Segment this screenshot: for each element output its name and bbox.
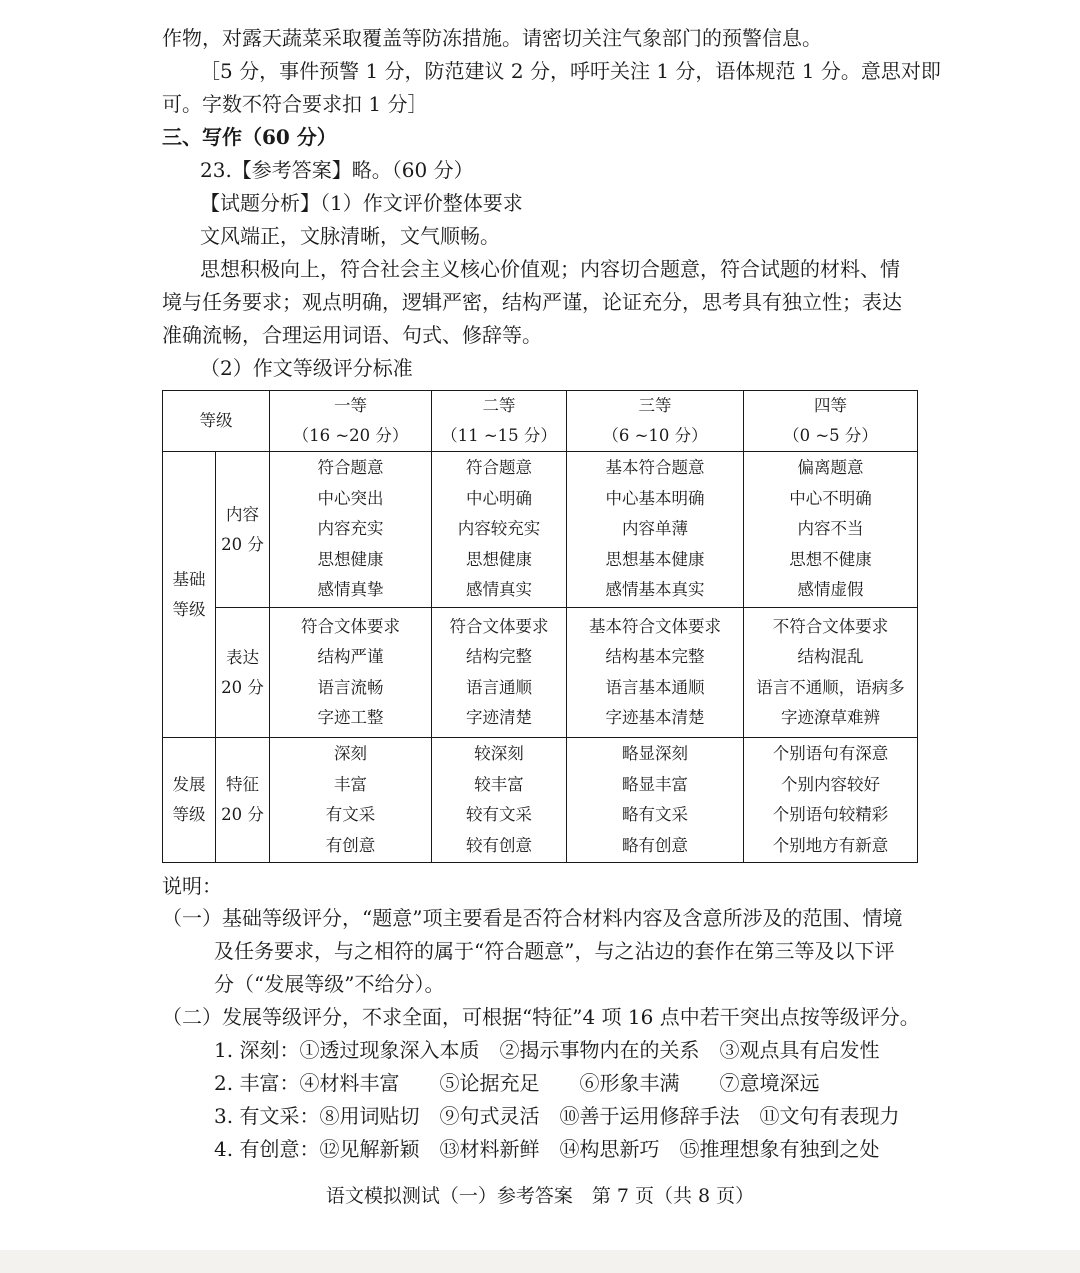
requirement-line: 文风端正，文脉清晰，文气顺畅。 — [200, 224, 500, 248]
note-line: 分（“发展等级”不给分）。 — [214, 972, 445, 996]
text-line: 可。字数不符合要求扣 1 分］ — [162, 92, 428, 116]
table-cell: 不符合文体要求 结构混乱 语言不通顺，语病多 字迹潦草难辨 — [744, 608, 918, 738]
table-cell: 符合文体要求 结构完整 语言通顺 字迹清楚 — [432, 608, 567, 738]
basic-level-label: 基础 等级 — [163, 452, 216, 738]
note-line: （一）基础等级评分，“题意”项主要看是否符合材料内容及含意所涉及的范围、情境 — [162, 906, 903, 930]
grade-header: 二等 （11 ~15 分） — [432, 391, 567, 452]
requirement-para-line: 境与任务要求；观点明确，逻辑严密，结构严谨，论证充分，思考具有独立性；表达 — [162, 290, 902, 314]
note-item: 4. 有创意：⑫见解新颖 ⑬材料新鲜 ⑭构思新巧 ⑮推理想象有独到之处 — [214, 1137, 880, 1161]
table-cell: 符合题意 中心突出 内容充实 思想健康 感情真挚 — [270, 452, 432, 608]
table-header-row — [163, 391, 918, 452]
table-cell: 偏离题意 中心不明确 内容不当 思想不健康 感情虚假 — [744, 452, 918, 608]
grade-corner-cell: 等级 — [163, 391, 270, 452]
grade-header: 一等 （16 ~20 分） — [270, 391, 432, 452]
note-line: （二）发展等级评分，不求全面，可根据“特征”4 项 16 点中若干突出点按等级评分。 — [162, 1005, 920, 1029]
grade-header: 四等 （0 ~5 分） — [744, 391, 918, 452]
table-cell: 基本符合题意 中心基本明确 内容单薄 思想基本健康 感情基本真实 — [567, 452, 744, 608]
table-cell: 略显深刻 略显丰富 略有文采 略有创意 — [567, 738, 744, 863]
note-item: 2. 丰富：④材料丰富 ⑤论据充足 ⑥形象丰满 ⑦意境深远 — [214, 1071, 820, 1095]
standard-heading: （2）作文等级评分标准 — [200, 356, 413, 380]
table-row-expression — [163, 608, 918, 738]
text-line: 作物，对露天蔬菜采取覆盖等防冻措施。请密切关注气象部门的预警信息。 — [162, 26, 822, 50]
requirement-para-line: 准确流畅，合理运用词语、句式、修辞等。 — [162, 323, 542, 347]
table-cell: 符合文体要求 结构严谨 语言流畅 字迹工整 — [270, 608, 432, 738]
table-cell: 深刻 丰富 有文采 有创意 — [270, 738, 432, 863]
features-label: 特征 20 分 — [216, 738, 270, 863]
page-edge — [0, 1250, 1080, 1273]
table-row-content — [163, 452, 918, 608]
text-line: ［5 分，事件预警 1 分，防范建议 2 分，呼吁关注 1 分，语体规范 1 分。意思对即 — [200, 59, 941, 83]
note-line: 及任务要求，与之相符的属于“符合题意”，与之沾边的套作在第三等及以下评 — [214, 939, 895, 963]
requirement-para-line: 思想积极向上，符合社会主义核心价值观；内容切合题意，符合试题的材料、情 — [200, 257, 900, 281]
table-cell: 较深刻 较丰富 较有文采 较有创意 — [432, 738, 567, 863]
note-item: 3. 有文采：⑧用词贴切 ⑨句式灵活 ⑩善于运用修辞手法 ⑪文句有表现力 — [214, 1104, 900, 1128]
page-footer: 语文模拟测试（一）参考答案 第 7 页（共 8 页） — [325, 1185, 755, 1207]
grade-header: 三等 （6 ~10 分） — [567, 391, 744, 452]
grading-table — [162, 390, 918, 863]
answer-line: 23.【参考答案】略。（60 分） — [200, 158, 474, 182]
table-cell: 符合题意 中心明确 内容较充实 思想健康 感情真实 — [432, 452, 567, 608]
development-level-label: 发展 等级 — [163, 738, 216, 863]
table-row-features — [163, 738, 918, 863]
notes-heading: 说明： — [162, 874, 222, 898]
content-label: 内容 20 分 — [216, 452, 270, 608]
expression-label: 表达 20 分 — [216, 608, 270, 738]
table-cell: 个别语句有深意 个别内容较好 个别语句较精彩 个别地方有新意 — [744, 738, 918, 863]
note-item: 1. 深刻：①透过现象深入本质 ②揭示事物内在的关系 ③观点具有启发性 — [214, 1038, 880, 1062]
section-heading: 三、写作（60 分） — [162, 125, 337, 149]
table-cell: 基本符合文体要求 结构基本完整 语言基本通顺 字迹基本清楚 — [567, 608, 744, 738]
analysis-heading: 【试题分析】（1）作文评价整体要求 — [200, 191, 523, 215]
